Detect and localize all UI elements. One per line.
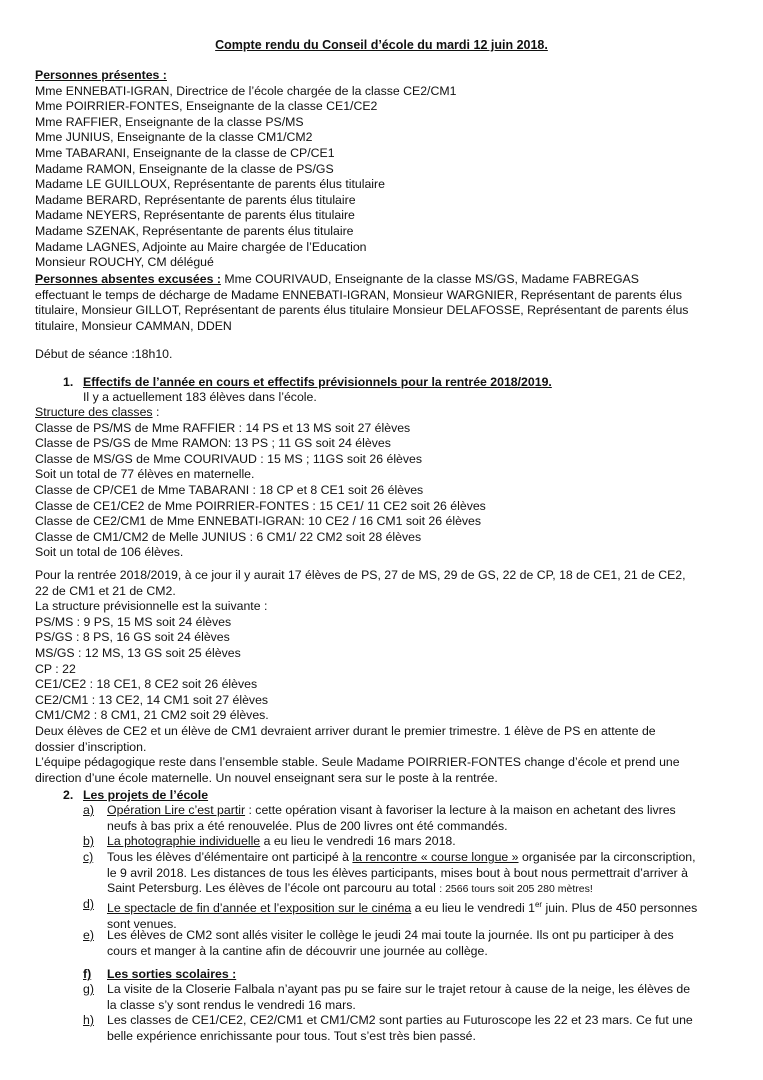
present-person: Mme TABARANI, Enseignante de la classe de CP/CE1 (35, 145, 335, 160)
document-title: Compte rendu du Conseil d’école du mardi 12 juin 2018. (215, 38, 548, 52)
item-lead: la rencontre « course longue » (352, 850, 519, 864)
structure-line: Classe de CM1/CM2 de Melle JUNIUS : 6 CM1/ 22 CM2 soit 28 élèves (35, 529, 422, 544)
presents-section (35, 68, 735, 271)
rentree-line: MS/GS : 12 MS, 13 GS soit 25 élèves (35, 645, 241, 660)
item-lead: La photographie individuelle (107, 834, 261, 848)
rentree-line: CE1/CE2 : 18 CE1, 8 CE2 soit 26 élèves (35, 677, 258, 692)
item-letter: h) (83, 1013, 94, 1027)
item-text: sont venues. (107, 916, 177, 931)
item-lead: Opération Lire c’est partir (107, 803, 246, 817)
structure-line: Soit un total de 77 élèves en maternelle. (35, 467, 255, 482)
item-text: Les élèves de CM2 sont allés visiter le collège le jeudi 24 mai toute la journée. Ils ont pu participer à des (107, 928, 674, 942)
item-text: juin. Plus de 450 personnes (542, 901, 698, 916)
section-number: 2. (63, 788, 74, 802)
structure-heading: Structure des classes (35, 405, 153, 419)
present-person: Madame LE GUILLOUX, Représentante de parents élus titulaire (35, 177, 385, 192)
present-person: Mme ENNEBATI-IGRAN, Directrice de l’école chargée de la classe CE2/CM1 (35, 83, 457, 98)
present-person: Monsieur ROUCHY, CM délégué (35, 255, 214, 270)
absents-text: titulaire, Monsieur CAMMAN, DDEN (35, 318, 232, 333)
present-person: Madame LAGNES, Adjointe au Maire chargée de l’Education (35, 239, 367, 254)
absents-text: effectuant le temps de décharge de Madame ENNEBATI-IGRAN, Monsieur WARGNIER, Représentant de parents élus (35, 287, 683, 302)
present-person: Mme RAFFIER, Enseignante de la classe PS/MS (35, 114, 304, 129)
item-text: Saint Petersburg. Les élèves de l’école ont parcouru au total (107, 881, 440, 896)
item-text: a eu lieu le vendredi 16 mars 2018. (260, 834, 456, 848)
structure-line: Classe de CE2/CM1 de Mme ENNEBATI-IGRAN: 10 CE2 / 16 CM1 soit 26 élèves (35, 514, 482, 529)
project-item (107, 928, 727, 959)
present-person: Mme JUNIUS, Enseignante de la classe CM1/CM2 (35, 130, 313, 145)
item-letter: b) (83, 834, 94, 848)
item-letter: a) (83, 803, 94, 817)
section-title: Effectifs de l’année en cours et effectifs prévisionnels pour la rentrée 2018/2019. (83, 375, 552, 389)
structure-line: Classe de PS/MS de Mme RAFFIER : 14 PS et 13 MS soit 27 élèves (35, 420, 411, 435)
item-text: le 9 avril 2018. Les distances de tous les élèves participants, mises bout à bout nous permettrait d’arriver à (107, 865, 688, 880)
project-item (107, 850, 727, 898)
absents-text: Mme COURIVAUD, Enseignante de la classe MS/GS, Madame FABREGAS (220, 272, 639, 286)
rentree-line: La structure prévisionnelle est la suivante : (35, 599, 268, 614)
item-lead: Le spectacle de fin d’année et l’exposition sur le cinéma (107, 901, 412, 916)
item-text: : cette opération visant à favoriser la lecture à la maison en achetant des livres (245, 803, 676, 817)
item-text: Tous les élèves d’élémentaire ont participé à (107, 850, 353, 864)
rentree-section (35, 568, 735, 786)
rentree-line: PS/GS : 8 PS, 16 GS soit 24 élèves (35, 630, 230, 645)
sortie-item (107, 982, 727, 1013)
item-letter: d) (83, 897, 94, 911)
present-person: Madame SZENAK, Représentante de parents élus titulaire (35, 223, 354, 238)
rentree-line: dossier d’inscription. (35, 739, 147, 754)
rentree-line: Pour la rentrée 2018/2019, à ce jour il y aurait 17 élèves de PS, 27 de MS, 29 de GS, 22 de CP, 18 de CE1, 21 de CE2, (35, 568, 686, 582)
structure-line: Classe de PS/GS de Mme RAMON: 13 PS ; 11 GS soit 24 élèves (35, 436, 391, 451)
rentree-line: direction d’une école maternelle. Un nouvel enseignant sera sur le poste à la rentrée. (35, 770, 498, 785)
absents-section (35, 272, 735, 334)
item-text: organisée par la circonscription, (518, 850, 696, 864)
project-item (107, 803, 727, 834)
section-intro: Il y a actuellement 183 élèves dans l’école. (83, 390, 317, 404)
structure-line: Classe de CE1/CE2 de Mme POIRRIER-FONTES : 15 CE1/ 11 CE2 soit 26 élèves (35, 498, 486, 513)
item-text: Les classes de CE1/CE2, CE2/CM1 et CM1/CM2 sont parties au Futuroscope les 22 et 23 mars. Ce fut une (107, 1013, 693, 1027)
item-text: la classe s’y sont rendus le vendredi 16 mars. (107, 997, 356, 1012)
structure-line: Classe de CP/CE1 de Mme TABARANI : 18 CP et 8 CE1 soit 26 élèves (35, 482, 424, 497)
rentree-line: CE2/CM1 : 13 CE2, 14 CM1 soit 27 élèves (35, 692, 269, 707)
rentree-line: CM1/CM2 : 8 CM1, 21 CM2 soit 29 élèves. (35, 708, 269, 723)
present-person: Madame BERARD, Représentante de parents élus titulaire (35, 192, 356, 207)
sorties-title: Les sorties scolaires : (107, 967, 237, 981)
project-item (107, 897, 727, 932)
rentree-line: L’équipe pédagogique reste dans l’ensemble stable. Seule Madame POIRRIER-FONTES change d’école et prend une (35, 755, 680, 770)
structure-line: Soit un total de 106 élèves. (35, 545, 184, 560)
sortie-item (107, 1013, 727, 1044)
item-text: cours et manger à la cantine afin de découvrir une journée au collège. (107, 943, 488, 958)
absents-text: titulaire, Monsieur GILLOT, Représentant de parents élus titulaire Monsieur DELAFOSSE, Représentant de parents élus (35, 303, 689, 318)
section-number: 1. (63, 375, 74, 389)
rentree-line: 22 de CM1 et 21 de CM2. (35, 583, 176, 598)
absents-heading: Personnes absentes excusées : (35, 272, 221, 286)
present-person: Madame RAMON, Enseignante de la classe de PS/GS (35, 161, 334, 176)
rentree-line: CP : 22 (35, 661, 76, 676)
debut-seance: Début de séance :18h10. (35, 347, 173, 361)
item-letter: e) (83, 928, 94, 942)
item-letter: f) (83, 967, 92, 981)
structure-colon: : (152, 405, 160, 419)
item-text: La visite de la Closerie Falbala n’ayant pas pu se faire sur le trajet retour à cause de la neige, les élèves de (107, 982, 691, 996)
item-letter: c) (83, 850, 94, 864)
structure-line: Classe de MS/GS de Mme COURIVAUD : 15 MS ; 11GS soit 26 élèves (35, 451, 423, 466)
class-structure (35, 405, 735, 561)
present-person: Mme POIRRIER-FONTES, Enseignante de la classe CE1/CE2 (35, 99, 378, 114)
item-text: a eu lieu le vendredi 1 (411, 901, 535, 916)
project-item (107, 834, 727, 850)
item-letter: g) (83, 982, 94, 996)
presents-heading: Personnes présentes : (35, 68, 167, 82)
rentree-line: PS/MS : 9 PS, 15 MS soit 24 élèves (35, 614, 232, 629)
rentree-line: Deux élèves de CE2 et un élève de CM1 devraient arriver durant le premier trimestre. 1 élève de PS en attente de (35, 723, 656, 738)
item-text: neufs à bas prix a été renouvelée. Plus de 200 livres ont été commandés. (107, 818, 508, 833)
item-small-text: : 2566 tours soit 205 280 mètres! (439, 883, 593, 896)
present-person: Madame NEYERS, Représentante de parents élus titulaire (35, 208, 355, 223)
item-text: belle expérience enrichissante pour tous. Tout s’est très bien passé. (107, 1028, 476, 1043)
section-title: Les projets de l’école (83, 788, 209, 802)
item-sup: er (534, 900, 543, 909)
